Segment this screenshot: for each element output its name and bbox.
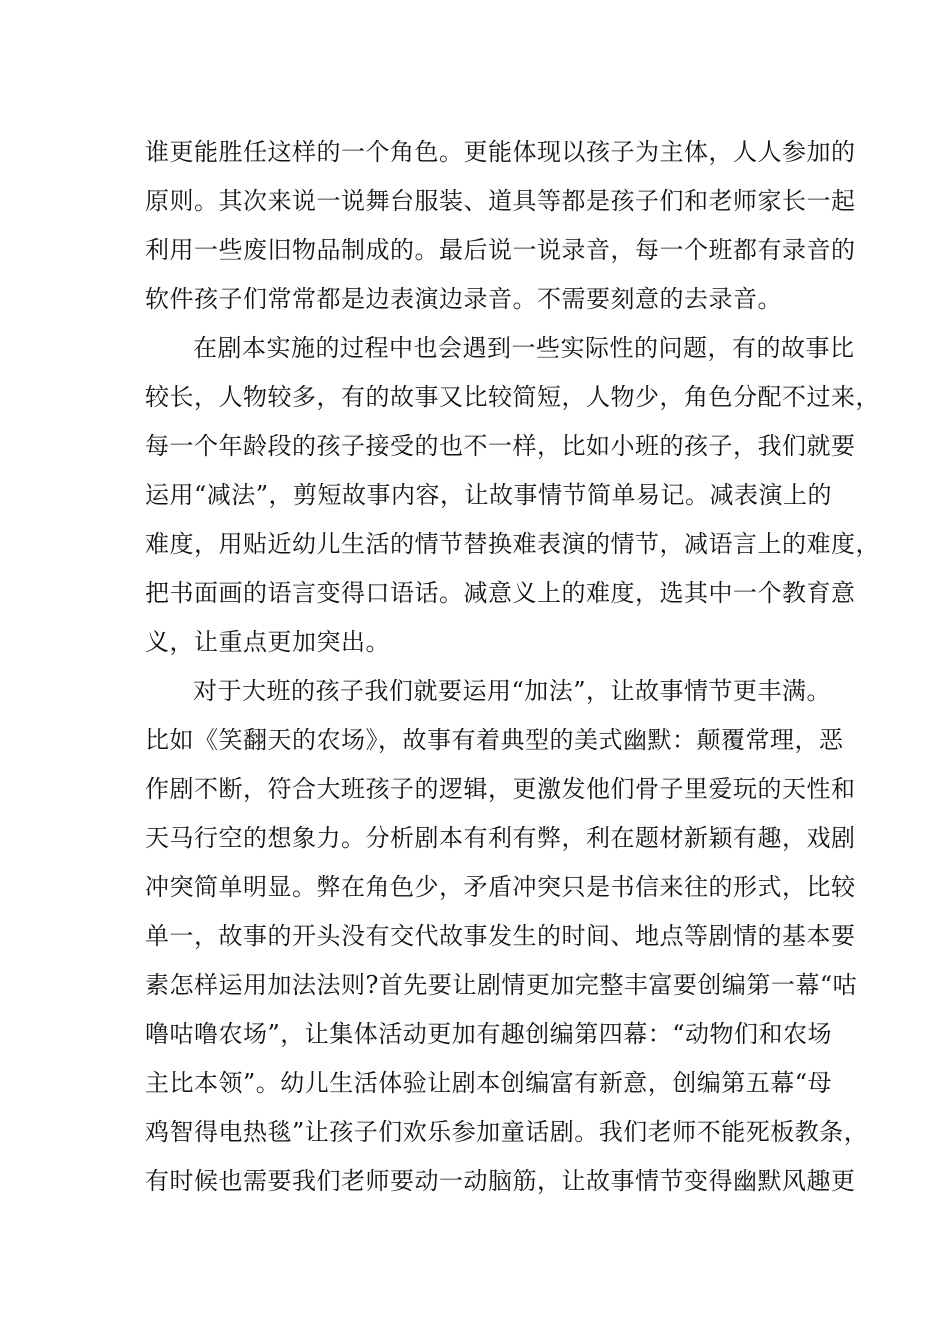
- text-line-6: 较长，人物较多，有的故事又比较简短，人物少，角色分配不过来，: [145, 383, 880, 411]
- text-line-15: 天马行空的想象力。分析剧本有利有弊，利在题材新颖有趣，戏剧: [145, 824, 856, 852]
- text-line-16: 冲突简单明显。弊在角色少，矛盾冲突只是书信来往的形式，比较: [145, 873, 856, 901]
- text-line-18: 素怎样运用加法法则?首先要让剧情更加完整丰富要创编第一幕“咕: [145, 971, 858, 999]
- text-line-17: 单一，故事的开头没有交代故事发生的时间、地点等剧情的基本要: [145, 922, 856, 950]
- text-line-22: 有时候也需要我们老师要动一动脑筋，让故事情节变得幽默风趣更: [145, 1167, 856, 1195]
- text-line-21: 鸡智得电热毯”让孩子们欢乐参加童话剧。我们老师不能死板教条，: [145, 1118, 869, 1146]
- text-line-10: 把书面画的语言变得口语话。减意义上的难度，选其中一个教育意: [145, 579, 856, 607]
- text-line-11: 义，让重点更加突出。: [145, 628, 390, 656]
- text-line-9: 难度，用贴近幼儿生活的情节替换难表演的情节，减语言上的难度，: [145, 530, 880, 558]
- text-line-20: 主比本领”。幼儿生活体验让剧本创编富有新意，创编第五幕“母: [145, 1069, 833, 1097]
- text-line-7: 每一个年龄段的孩子接受的也不一样，比如小班的孩子，我们就要: [145, 432, 856, 460]
- text-line-19: 噜咕噜农场”，让集体活动更加有趣创编第四幕：“动物们和农场: [145, 1020, 833, 1048]
- text-line-4: 软件孩子们常常都是边表演边录音。不需要刻意的去录音。: [145, 285, 782, 313]
- text-line-2: 原则。其次来说一说舞台服装、道具等都是孩子们和老师家长一起: [145, 187, 856, 215]
- text-line-8: 运用“减法”，剪短故事内容，让故事情节简单易记。减表演上的: [145, 481, 833, 509]
- text-line-5: 在剧本实施的过程中也会遇到一些实际性的问题，有的故事比: [193, 334, 855, 362]
- text-line-12: 对于大班的孩子我们就要运用“加法”，让故事情节更丰满。: [193, 677, 832, 705]
- document-body: [145, 128, 880, 1206]
- text-line-14: 作剧不断，符合大班孩子的逻辑，更激发他们骨子里爱玩的天性和: [145, 775, 856, 803]
- text-line-3: 利用一些废旧物品制成的。最后说一说录音，每一个班都有录音的: [145, 236, 856, 264]
- text-line-13: 比如《笑翻天的农场》，故事有着典型的美式幽默：颠覆常理，恶: [145, 726, 844, 754]
- text-line-1: 谁更能胜任这样的一个角色。更能体现以孩子为主体，人人参加的: [145, 138, 856, 166]
